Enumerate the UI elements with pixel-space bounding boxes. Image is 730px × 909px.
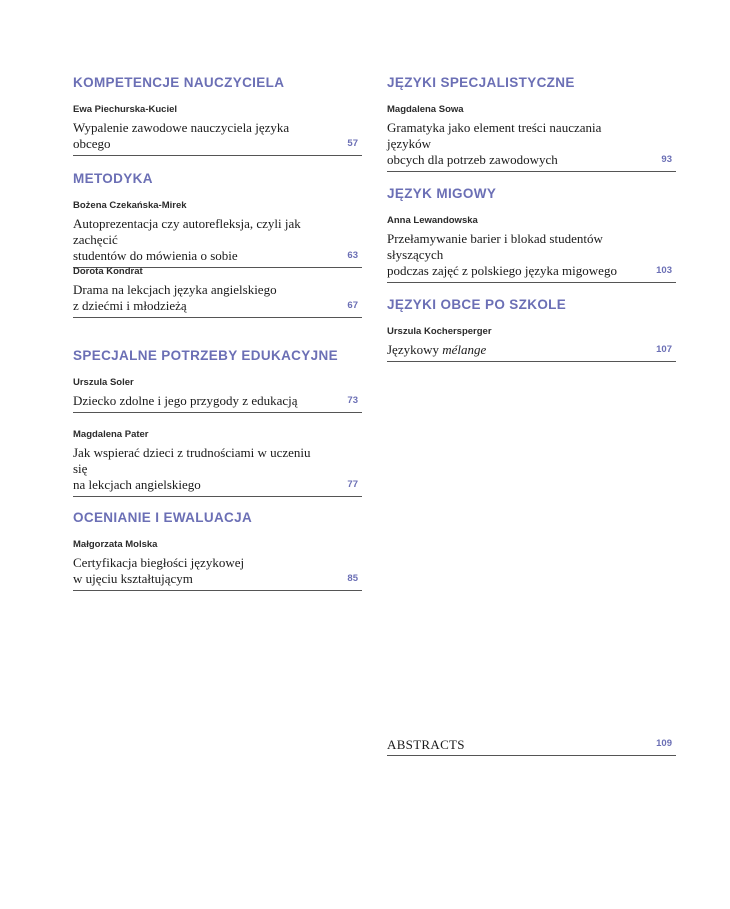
abstracts-entry[interactable] (387, 737, 676, 756)
entry-title: Przełamywanie barier i blokad studentów słyszących podczas zajęć z polskiego języka migowego (387, 231, 617, 278)
entry-author: Bożena Czekańska-Mirek (73, 200, 187, 211)
toc-entry[interactable] (73, 104, 362, 156)
entry-author: Ewa Piechurska-Kuciel (73, 104, 178, 115)
entry-title-row (73, 120, 362, 156)
entry-page-number: 107 (656, 344, 672, 355)
entry-author: Magdalena Pater (73, 429, 149, 440)
entry-title-row (73, 445, 362, 497)
entry-page-number: 109 (656, 738, 672, 749)
section-title-jezyk-migowy: JĘZYK MIGOWY (387, 186, 497, 201)
entry-title: Certyfikacja biegłości językowej w ujęciu kształtującym (73, 555, 245, 586)
toc-entry[interactable] (387, 215, 676, 283)
toc-entry[interactable] (73, 266, 362, 318)
entry-title-row (387, 342, 676, 362)
entry-author: Anna Lewandowska (387, 215, 478, 226)
section-title-ocenianie: OCENIANIE I EWALUACJA (73, 510, 253, 525)
toc-entry[interactable] (387, 326, 676, 362)
entry-title-row (73, 216, 362, 268)
entry-page-number: 93 (661, 154, 672, 165)
entry-page-number: 73 (347, 395, 358, 406)
entry-title-row (73, 555, 362, 591)
section-title-jezyki-specjalistyczne: JĘZYKI SPECJALISTYCZNE (387, 75, 575, 90)
toc-entry[interactable] (387, 104, 676, 172)
toc-entry[interactable] (73, 200, 362, 268)
section-title-specjalne-potrzeby: SPECJALNE POTRZEBY EDUKACYJNE (73, 348, 338, 363)
entry-author: Urszula Kochersperger (387, 326, 492, 337)
entry-title-row (73, 282, 362, 318)
entry-title: Dziecko zdolne i jego przygody z edukacją (73, 393, 298, 408)
abstracts-title: ABSTRACTS (387, 737, 465, 752)
entry-author: Małgorzata Molska (73, 539, 158, 550)
entry-title: Autoprezentacja czy autorefleksja, czyli jak zachęcić studentów do mówienia o sobie (73, 216, 301, 263)
toc-entry[interactable] (73, 429, 362, 497)
entry-title: Drama na lekcjach języka angielskiego z dziećmi i młodzieżą (73, 282, 277, 313)
entry-title-row (387, 231, 676, 283)
entry-author: Urszula Soler (73, 377, 134, 388)
entry-title: Językowy mélange (387, 342, 487, 357)
entry-page-number: 63 (347, 250, 358, 261)
entry-page-number: 103 (656, 265, 672, 276)
entry-title: Wypalenie zawodowe nauczyciela języka obcego (73, 120, 290, 151)
entry-title-row (387, 120, 676, 172)
entry-title-row (73, 393, 362, 413)
entry-page-number: 57 (347, 138, 358, 149)
entry-page-number: 85 (347, 573, 358, 584)
toc-entry[interactable] (73, 377, 362, 413)
entry-page-number: 77 (347, 479, 358, 490)
toc-entry[interactable] (73, 539, 362, 591)
entry-title-row (387, 737, 676, 756)
entry-author: Magdalena Sowa (387, 104, 464, 115)
section-title-kompetencje: KOMPETENCJE NAUCZYCIELA (73, 75, 285, 90)
section-title-jezyki-obce-po-szkole: JĘZYKI OBCE PO SZKOLE (387, 297, 567, 312)
entry-page-number: 67 (347, 300, 358, 311)
entry-title: Jak wspierać dzieci z trudnościami w uczeniu się na lekcjach angielskiego (73, 445, 311, 492)
entry-author: Dorota Kondrat (73, 266, 143, 277)
entry-title: Gramatyka jako element treści nauczania języków obcych dla potrzeb zawodowych (387, 120, 602, 167)
section-title-metodyka: METODYKA (73, 171, 153, 186)
